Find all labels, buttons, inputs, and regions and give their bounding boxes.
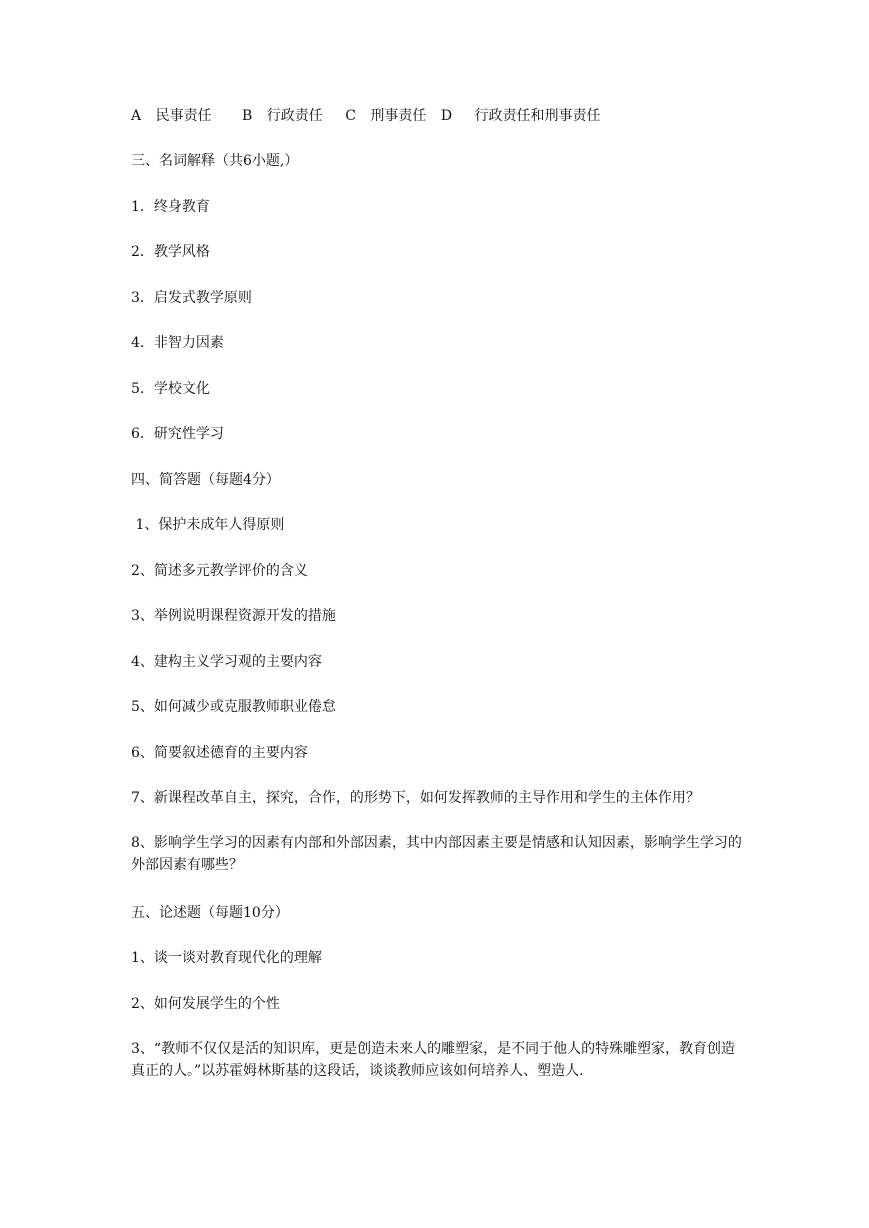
section4-item-4: 4、建构主义学习观的主要内容 xyxy=(131,654,322,670)
section4-heading: 四、简答题（每题4分） xyxy=(131,472,280,488)
options-line xyxy=(131,105,751,127)
section5-heading: 五、论述题（每题10分） xyxy=(131,905,289,921)
section3-item-6: 6．研究性学习 xyxy=(131,426,224,442)
option-d-text: 行政责任和刑事责任 xyxy=(474,108,601,124)
section4-item-5: 5、如何减少或克服教师职业倦怠 xyxy=(131,699,336,715)
section4-item-2: 2、简述多元教学评价的含义 xyxy=(131,563,308,579)
section4-item-8: 8、影响学生学习的因素有内部和外部因素，其中内部因素主要是情感和认知因素，影响学生学习的外部因素有哪些？ xyxy=(131,835,742,873)
option-a-letter: A xyxy=(131,108,142,124)
section3-item-1: 1．终身教育 xyxy=(131,199,210,215)
section3-heading: 三、名词解释（共6小题,） xyxy=(131,153,299,169)
option-b-letter: B xyxy=(242,108,253,124)
section5-item-3: 3、“教师不仅仅是活的知识库，更是创造未来人的雕塑家，是不同于他人的特殊雕塑家，教育创造真正的人。”以苏霍姆林斯基的这段话，谈谈教师应该如何培养人、塑造人. xyxy=(131,1041,736,1079)
option-c-text: 刑事责任 xyxy=(370,108,427,124)
section3-item-4: 4．非智力因素 xyxy=(131,335,224,351)
section4-item-7: 7、新课程改革自主，探究，合作，的形势下，如何发挥教师的主导作用和学生的主体作用？ xyxy=(131,790,700,806)
section5-item-2: 2、如何发展学生的个性 xyxy=(131,996,280,1012)
section4-item-6: 6、简要叙述德育的主要内容 xyxy=(131,745,308,761)
section4-item-1: 1、保护未成年人得原则 xyxy=(131,517,285,533)
option-a-text: 民事责任 xyxy=(155,108,212,124)
section3-item-2: 2．教学风格 xyxy=(131,244,210,260)
section3-item-3: 3．启发式教学原则 xyxy=(131,290,252,306)
section4-item-3: 3、举例说明课程资源开发的措施 xyxy=(131,608,336,624)
option-c-letter: C xyxy=(345,108,356,124)
section5-item-1: 1、谈一谈对教育现代化的理解 xyxy=(131,950,322,966)
option-d-letter: D xyxy=(440,108,453,124)
option-b-text: 行政责任 xyxy=(266,108,323,124)
section3-item-5: 5．学校文化 xyxy=(131,381,210,397)
